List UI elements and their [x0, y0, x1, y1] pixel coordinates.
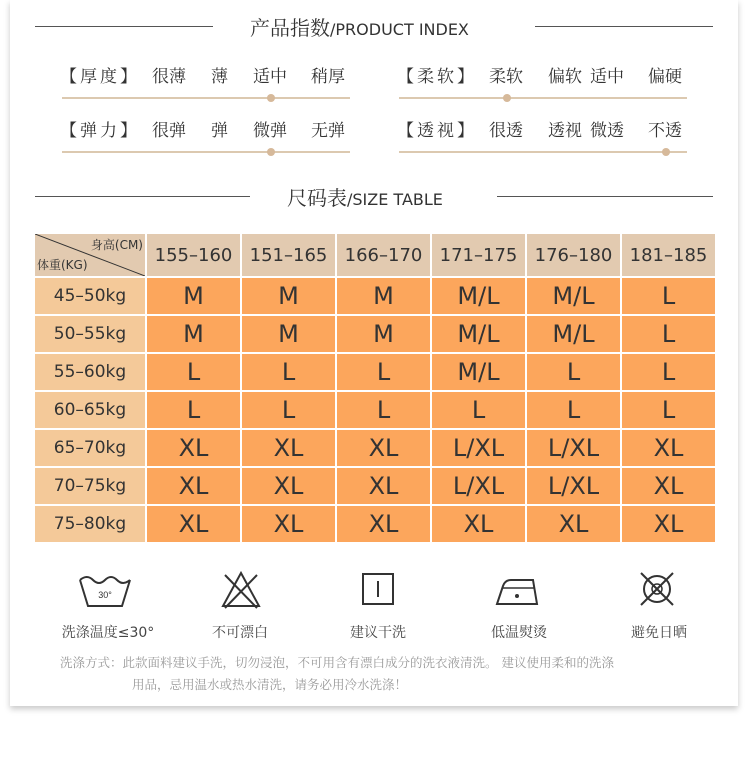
hand-wash-30-icon	[76, 570, 134, 614]
size-cell: L	[147, 392, 240, 428]
size-cell: M/L	[432, 316, 525, 352]
divider-left	[35, 26, 213, 27]
index-scale-bar	[399, 151, 687, 153]
care-label-no-bleach: 不可漂白	[212, 625, 268, 641]
index-option: 适中	[590, 67, 624, 87]
size-cell: L	[527, 354, 620, 390]
index-scale-marker	[267, 148, 275, 156]
size-table-title-cn: 尺码表	[287, 186, 347, 210]
index-option: 很弹	[152, 121, 186, 141]
size-cell: XL	[337, 506, 430, 542]
table-corner-cell	[35, 234, 145, 276]
wash-temp-text: 30°	[98, 590, 112, 600]
index-row-label: 【厚度】	[60, 67, 140, 87]
weight-row-header: 45–50kg	[35, 278, 145, 314]
divider-left	[35, 196, 250, 197]
corner-weight-label: 体重(KG)	[37, 258, 88, 272]
index-scale-marker	[662, 148, 670, 156]
no-bleach-icon	[220, 570, 262, 610]
index-row-label: 【柔软】	[397, 67, 477, 87]
size-cell: L	[337, 392, 430, 428]
index-option: 弹	[211, 121, 228, 141]
index-row-label: 【透视】	[397, 121, 477, 141]
size-cell: XL	[622, 506, 715, 542]
size-cell: XL	[432, 506, 525, 542]
height-header-cell: 176–180	[527, 234, 620, 276]
washing-note-line1: 洗涤方式：此款面料建议手洗，切勿浸泡，不可用含有漂白成分的洗衣液清洗。 建议使用柔和的洗涤	[60, 655, 614, 670]
size-cell: L	[622, 316, 715, 352]
product-index-title-cn: 产品指数	[250, 16, 330, 40]
size-cell: XL	[147, 468, 240, 504]
care-label-wash: 洗涤温度≤30°	[61, 625, 155, 641]
index-scale-bar	[62, 97, 350, 99]
index-option: 透视	[548, 121, 582, 141]
size-cell: M	[147, 316, 240, 352]
index-option: 薄	[211, 67, 228, 87]
size-cell: L/XL	[432, 430, 525, 466]
size-cell: L/XL	[432, 468, 525, 504]
weight-row-header: 60–65kg	[35, 392, 145, 428]
size-cell: L	[337, 354, 430, 390]
size-cell: M	[337, 316, 430, 352]
size-cell: M	[242, 316, 335, 352]
height-header-cell: 171–175	[432, 234, 525, 276]
index-row-label: 【弹力】	[60, 121, 140, 141]
product-index-title-en: /PRODUCT INDEX	[330, 20, 469, 39]
index-option: 偏硬	[648, 67, 682, 87]
divider-right	[535, 26, 713, 27]
weight-row-header: 65–70kg	[35, 430, 145, 466]
size-table-title-en: /SIZE TABLE	[347, 190, 443, 209]
index-option: 无弹	[311, 121, 345, 141]
index-option: 偏软	[548, 67, 582, 87]
size-cell: XL	[622, 430, 715, 466]
index-option: 微透	[590, 121, 624, 141]
size-cell: XL	[242, 468, 335, 504]
weight-row-header: 75–80kg	[35, 506, 145, 542]
index-option: 不透	[648, 121, 682, 141]
size-cell: L	[527, 392, 620, 428]
size-cell: M	[242, 278, 335, 314]
size-cell: L	[622, 278, 715, 314]
size-cell: M/L	[432, 278, 525, 314]
size-cell: M	[147, 278, 240, 314]
height-header-cell: 151–165	[242, 234, 335, 276]
size-cell: M/L	[527, 278, 620, 314]
size-cell: L	[242, 354, 335, 390]
height-header-cell: 181–185	[622, 234, 715, 276]
size-table-title	[287, 182, 443, 211]
index-option: 适中	[253, 67, 287, 87]
size-cell: L	[432, 392, 525, 428]
care-label-low-iron: 低温熨烫	[491, 625, 547, 641]
corner-height-label: 身高(CM)	[90, 238, 143, 252]
size-cell: L	[622, 392, 715, 428]
size-cell: XL	[337, 430, 430, 466]
index-scale-marker	[267, 94, 275, 102]
index-option: 柔软	[489, 67, 523, 87]
washing-note-line2: 用品，忌用温水或热水清洗，请务必用冷水洗涤！	[132, 677, 408, 692]
size-cell: L	[147, 354, 240, 390]
weight-row-header: 55–60kg	[35, 354, 145, 390]
size-cell: M/L	[432, 354, 525, 390]
care-label-dry-clean: 建议干洗	[350, 625, 406, 641]
index-scale-marker	[503, 94, 511, 102]
index-option: 稍厚	[311, 67, 345, 87]
size-cell: L	[622, 354, 715, 390]
size-cell: L/XL	[527, 430, 620, 466]
size-cell: M/L	[527, 316, 620, 352]
no-sun-icon	[638, 570, 676, 608]
size-cell: XL	[147, 430, 240, 466]
weight-row-header: 50–55kg	[35, 316, 145, 352]
index-option: 微弹	[253, 121, 287, 141]
index-option: 很薄	[152, 67, 186, 87]
size-cell: L/XL	[527, 468, 620, 504]
product-index-title	[250, 12, 469, 41]
dry-clean-icon	[361, 572, 395, 606]
size-cell: XL	[337, 468, 430, 504]
index-option: 很透	[489, 121, 523, 141]
size-cell: M	[337, 278, 430, 314]
index-scale-bar	[62, 151, 350, 153]
divider-right	[497, 196, 713, 197]
size-cell: XL	[622, 468, 715, 504]
height-header-cell: 166–170	[337, 234, 430, 276]
size-cell: XL	[147, 506, 240, 542]
care-label-no-sun: 避免日晒	[631, 625, 687, 641]
low-iron-icon	[493, 574, 541, 608]
index-scale-bar	[399, 97, 687, 99]
size-cell: XL	[527, 506, 620, 542]
height-header-cell: 155–160	[147, 234, 240, 276]
size-cell: XL	[242, 430, 335, 466]
size-cell: XL	[242, 506, 335, 542]
weight-row-header: 70–75kg	[35, 468, 145, 504]
size-cell: L	[242, 392, 335, 428]
